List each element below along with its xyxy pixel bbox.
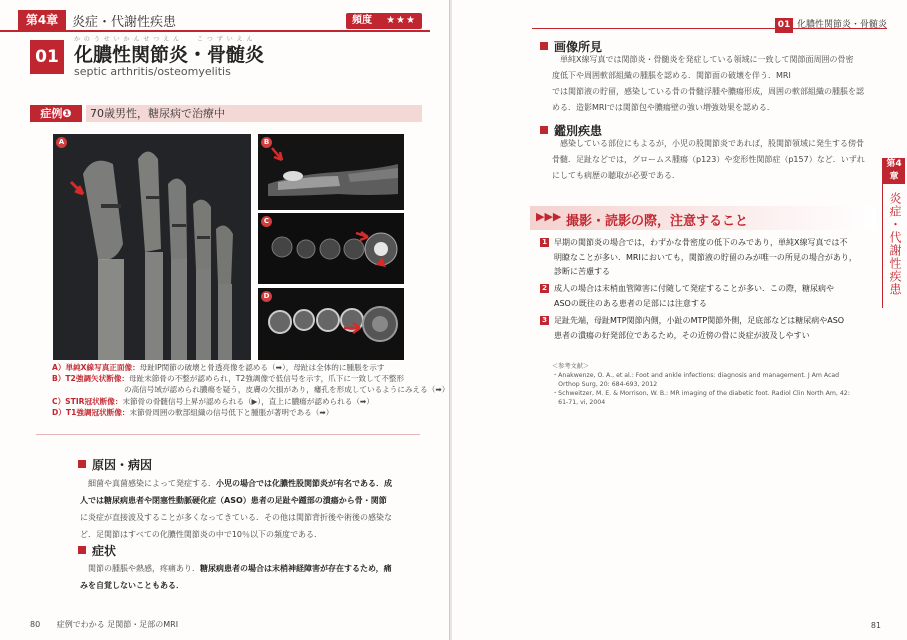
left-footer xyxy=(30,619,178,630)
case-label: 症例❶ xyxy=(30,105,82,122)
left-page xyxy=(0,0,450,640)
section-imaging-text: 単純X線写真では関節炎・骨髄炎を発症している領域に一致して関節面周囲の骨密 度低下や周囲軟部組織の腫脹を認める．関節面の破壊を伴う．MRI では関節液の貯留，感染している骨の骨髄浮腫や膿瘍形成，周囲の軟部組織の腫脹を認 める．造影MRIでは関節包や膿瘍壁の強い増強効果を認める． xyxy=(552,55,864,112)
chapter-side-tab xyxy=(882,158,905,308)
tips-heading xyxy=(530,206,876,230)
tips-title: 撮影・読影の際，注意すること xyxy=(566,214,749,229)
article-title-block xyxy=(30,36,410,80)
mri-sagittal-drawing xyxy=(258,134,404,210)
right-page xyxy=(452,0,907,640)
section-cause-heading: 原因・病因 xyxy=(78,456,152,473)
image-c-label: C xyxy=(261,216,272,227)
mri-stir-drawing xyxy=(258,213,404,284)
divider xyxy=(36,434,420,435)
article-number: 01 xyxy=(30,40,64,74)
section-marker-icon xyxy=(540,126,548,134)
side-tab-text: 炎症・代謝性疾患 xyxy=(888,192,902,296)
image-b-label: B xyxy=(261,137,272,148)
image-d-label: D xyxy=(261,291,272,302)
header-number: 01 xyxy=(775,18,793,33)
header-title: 化膿性関節炎・骨髄炎 xyxy=(796,20,887,30)
page-number: 80 xyxy=(30,620,41,629)
caption-a: A）単純X線写真正面像：母趾IP関節の破壊と骨透亮像を認める（➡），母趾は全体的に腫脹を示す xyxy=(52,363,385,372)
caption-c: C）STIR冠状断像：末節骨の骨髄信号上昇が認められる（▶），直上に膿瘍が認められる（➡） xyxy=(52,396,374,406)
frequency-badge xyxy=(346,13,422,29)
tip-number: 1 xyxy=(540,238,549,247)
tip-3: 3 足趾先端，母趾MTP関節内側，小趾のMTP関節外側，足底部などは糖尿病やASO 患者の潰瘍の好発部位であるため，その近傍の骨に炎症が波及しやすい xyxy=(554,314,874,343)
mri-image-c xyxy=(257,212,405,285)
side-tab-label: 第4章 xyxy=(883,158,905,184)
mri-image-b xyxy=(257,133,405,211)
image-a-label: A xyxy=(56,137,67,148)
section-symptom-text: 関節の腫脹や熱感，疼痛あり．糖尿病患者の場合は末梢神経障害が存在するため，痛 みを自覚しないこともある． xyxy=(80,564,392,590)
mri-image-d xyxy=(257,287,405,361)
triple-arrow-icon: ▶▶▶ xyxy=(536,210,562,223)
tip-1: 1 早期の関節炎の場合では，わずかな骨密度の低下のみであり，単純X線写真では不 明瞭なことが多い．MRIにおいても，関節液の貯留のみが唯一の所見の場合があり， 診断に苦慮する xyxy=(554,236,874,280)
section-marker-icon xyxy=(78,460,86,468)
references-title: ＜参考文献＞ xyxy=(552,363,590,370)
frequency-label: 頻度 xyxy=(352,15,372,26)
book-title: 症例でわかる 足関節・足部のMRI xyxy=(56,620,179,629)
section-differential-text: 感染している部位にもよるが，小児の股関節炎であれば，股関節領域に発生する傍骨 骨髄．足趾などでは，グロームス腫瘍（p123）や変形性関節症（p157）など．いずれ にしても病歴の聴取が必要である． xyxy=(552,139,865,180)
tip-number: 3 xyxy=(540,316,549,325)
frequency-stars: ★★★ xyxy=(386,15,416,26)
xray-image-a xyxy=(52,133,252,361)
header-rule xyxy=(532,28,887,29)
caption-b-cont: の高信号域が認められ膿瘍を疑う，皮膚の欠損があり，瘻孔を形成しているようにみえる（➡） xyxy=(124,385,450,395)
section-symptom-heading: 症状 xyxy=(78,542,116,559)
section-cause-text: 細菌や真菌感染によって発症する．小児の場合では化膿性股関節炎が有名である．成 人では糖尿病患者や閉塞性動脈硬化症（ASO）患者の足趾や踵部の潰瘍から骨・関節 に炎症が直接波及することが多くなってきている．その他は関節背折後や術後の感染な ど．足関節はすべての化膿性関節炎の中で10％以下の頻度である． xyxy=(80,479,392,539)
title-ruby: か の う せ い か ん せ つ え ん こ つ ず い え ん xyxy=(74,36,254,43)
page-subtitle: septic arthritis/osteomyelitis xyxy=(74,65,231,78)
tip-number: 2 xyxy=(540,284,549,293)
caption-b: B）T2強調矢状断像：母趾末節骨の不整が認められ，T2強調像で低信号を示す，爪下に一致して不整形 xyxy=(52,374,405,384)
figure-captions xyxy=(52,362,450,418)
section-differential-heading: 鑑別疾患 xyxy=(540,122,602,139)
right-running-header xyxy=(775,12,887,30)
xray-foot-drawing xyxy=(53,134,251,360)
case-description: 70歳男性，糖尿病で治療中 xyxy=(86,105,422,122)
case-header xyxy=(30,105,422,123)
chapter-label: 第4章 xyxy=(18,10,66,30)
section-marker-icon xyxy=(540,42,548,50)
tip-2: 2 成人の場合は末梢血管障害に付随して発症することが多い．この際，糖尿病や ASOの既往のある患者の足部には注意する xyxy=(554,282,874,311)
section-marker-icon xyxy=(78,546,86,554)
references: ＜参考文献＞ ・Anakwenze, O. A., et al.: Foot and ankle infections: diagnosis and management. J Am Acad Orthop Surg, 20: 684-693, 2012 ・Schweitzer, M. E. & Morrison, W. B.: MR imaging of the diabetic foot. Radiol Clin North Am, 42: 61-71, vi, 2004 xyxy=(552,362,882,407)
right-page-number: 81 xyxy=(870,621,881,630)
mri-t1-drawing xyxy=(258,288,404,360)
section-imaging-heading: 画像所見 xyxy=(540,38,602,55)
page-title: 化膿性関節炎・骨髄炎 xyxy=(74,44,265,66)
chapter-title: 炎症・代謝性疾患 xyxy=(72,15,177,30)
caption-d: D）T1強調冠状断像：末節骨周囲の軟部組織の信号低下と腫脹が著明である（➡） xyxy=(52,407,334,417)
